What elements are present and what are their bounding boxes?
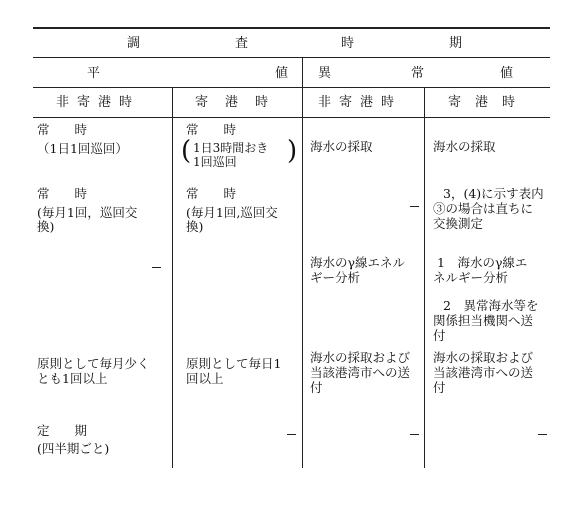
col3-dash-2 — [410, 434, 419, 435]
col4-r1: 海水の採取 — [433, 139, 496, 154]
col4-r3b-1: 2 異常海水等を — [443, 298, 539, 313]
header-char-4: 期 — [449, 36, 463, 51]
col2-r1-b2: 1回巡回 — [193, 155, 237, 169]
col-head-3: 非寄港時 — [318, 95, 403, 110]
col2-left-paren: ( — [181, 136, 192, 166]
abnormal-value-char-2: 常 — [411, 66, 425, 81]
col2-right-paren: ) — [287, 136, 298, 166]
col2-dash-1 — [287, 434, 296, 435]
col1-r5-b: (四半期ごと) — [37, 441, 110, 456]
col4-r3-1: 1 海水のγ線エ — [437, 255, 528, 270]
col4-r3-2: ネルギー分析 — [433, 270, 509, 285]
col1-r1-a: 常 時 — [37, 122, 88, 137]
col4-r2-1: 3，(4)に示す表内 — [443, 186, 544, 201]
col1-r1-b: （1日1回巡回） — [37, 141, 128, 156]
col3-r3-2: ギー分析 — [310, 270, 361, 285]
col-head-1: 非寄港時 — [56, 95, 141, 110]
header-char-1: 調 — [127, 36, 141, 51]
normal-value-char-2: 値 — [275, 66, 289, 81]
col1-r4-1: 原則として毎月少く — [37, 356, 150, 371]
abnormal-value-char-3: 値 — [500, 66, 514, 81]
col2-r2-b2: 換) — [186, 219, 204, 234]
col4-r3b-3: 付 — [433, 328, 446, 343]
col-divider-3 — [424, 88, 425, 468]
col4-r3b-2: 関係担当機関へ送 — [433, 313, 534, 328]
col1-r2-b1: (毎月1回，巡回交 — [37, 205, 138, 220]
col-head-2: 寄港時 — [195, 95, 286, 110]
col2-r1-a: 常 時 — [186, 122, 237, 137]
col2-r4-2: 回以上 — [186, 371, 224, 386]
col4-r2-3: 交換測定 — [433, 216, 484, 231]
col-divider-2 — [302, 58, 303, 468]
col2-r2-a: 常 時 — [186, 186, 237, 201]
col3-r3-1: 海水のγ線エネル — [310, 255, 405, 270]
col3-dash-1 — [410, 206, 419, 207]
col2-r4-1: 原則として毎日1 — [186, 356, 282, 371]
col1-r2-b2: 換) — [37, 219, 55, 234]
normal-value-char-1: 平 — [87, 66, 101, 81]
col1-r4-2: とも1回以上 — [37, 371, 108, 386]
col1-r2-a: 常 時 — [37, 186, 88, 201]
col2-r2-b1: (毎月1回,巡回交 — [186, 205, 278, 220]
col-divider-1 — [172, 88, 173, 468]
col4-dash-1 — [538, 434, 547, 435]
col3-r4-2: 当該港湾市への送 — [310, 365, 411, 380]
col3-r4-1: 海水の採取および — [310, 350, 411, 365]
col3-r1: 海水の採取 — [310, 139, 373, 154]
col1-r5-a: 定 期 — [37, 423, 88, 438]
header-char-3: 時 — [341, 36, 355, 51]
col3-r4-3: 付 — [310, 380, 323, 395]
col4-r2-2: ③の場合は直ちに — [433, 201, 534, 216]
col1-dash-1 — [152, 267, 161, 268]
top-rule — [33, 27, 550, 29]
col4-r4-3: 付 — [433, 380, 446, 395]
col2-r1-b1: 1日3時間おき — [193, 141, 269, 155]
header-rule-1 — [33, 57, 550, 58]
header-rule-2 — [33, 87, 550, 88]
abnormal-value-char-1: 異 — [318, 66, 332, 81]
header-char-2: 査 — [235, 36, 249, 51]
col4-r4-2: 当該港湾市への送 — [433, 365, 534, 380]
header-rule-3 — [33, 117, 550, 118]
col4-r4-1: 海水の採取および — [433, 350, 534, 365]
col-head-4: 寄港時 — [448, 95, 530, 110]
